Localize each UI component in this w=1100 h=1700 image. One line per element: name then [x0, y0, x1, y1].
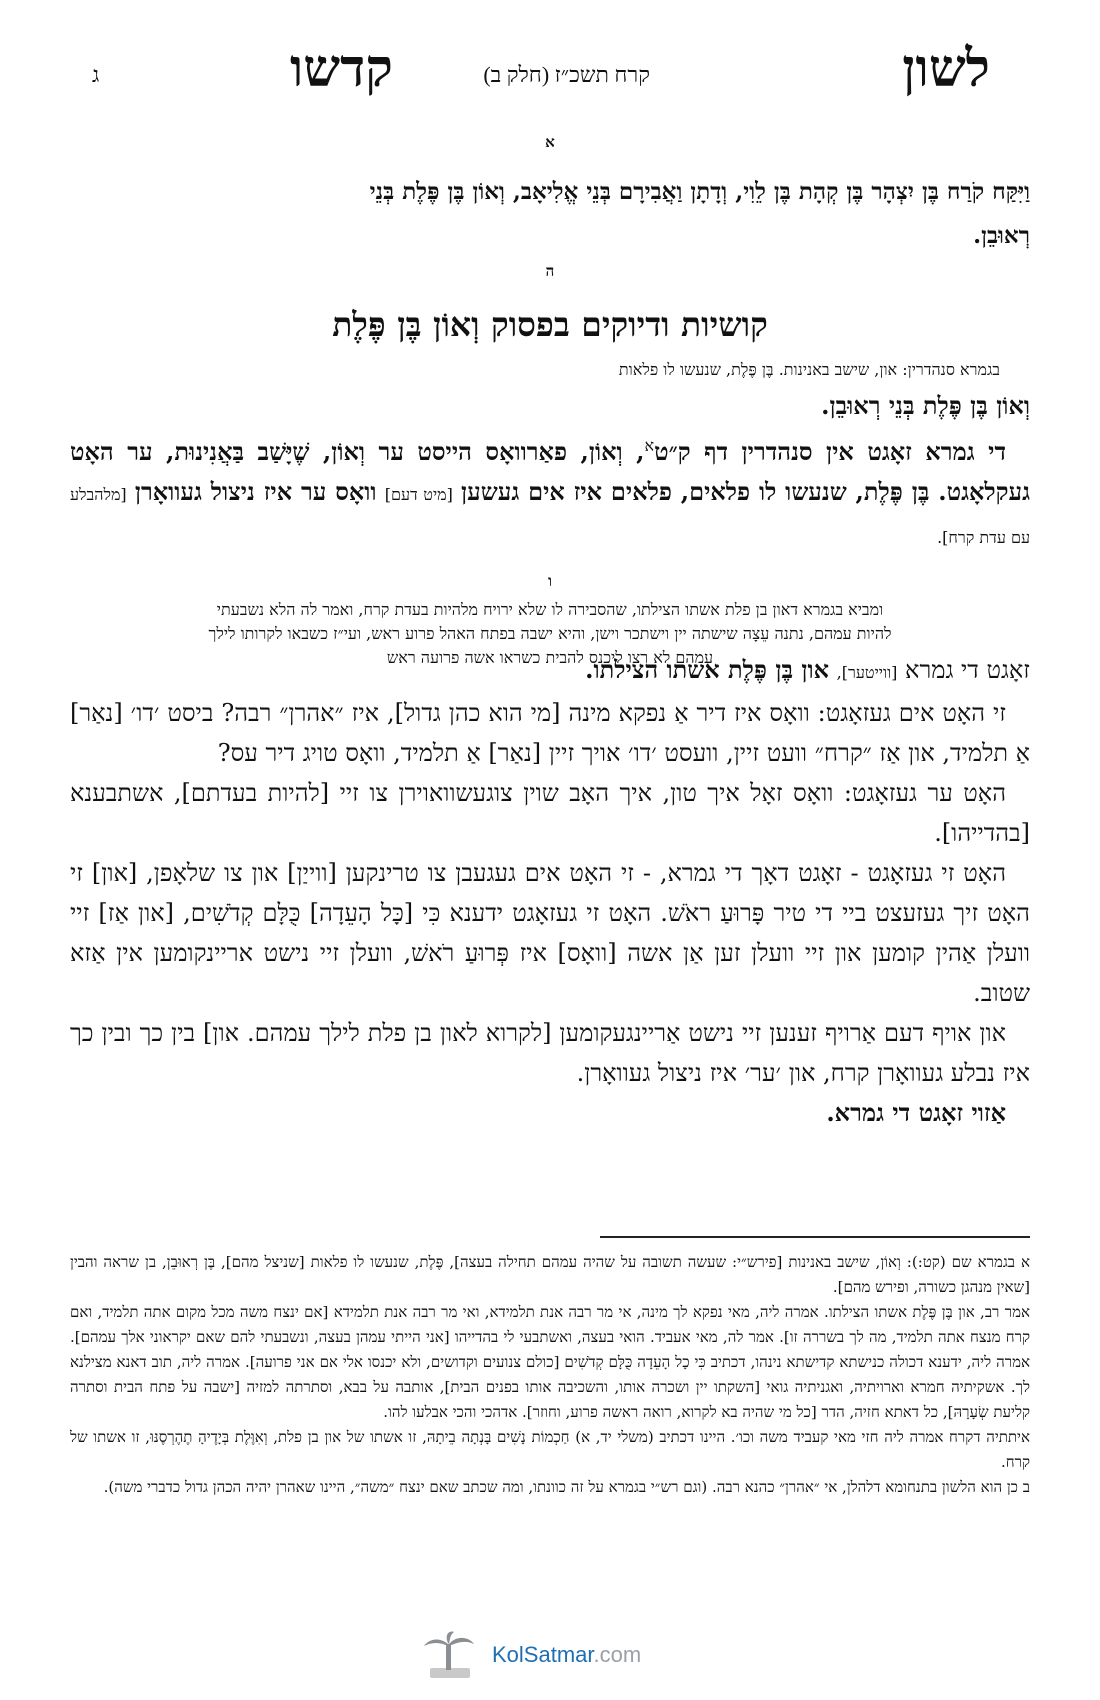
paragraph-q4: האָט זי געזאָגט - זאָגט דאָך די גמרא, - זי האָט אים געגעבן צו טרינקען [ווייַן] און צו שלאָפן, [און] זי האָט זיך געזעצט ביי די טיר פָּרוּעַ ראֹשׁ. האָט זי געזאָגט ידענא כִּי [כָּל הָעֵדָה] כֻּלָּם קְדֹשִׁים, [און אַז] זיי וועלן אַהין קומען און זיי וועלן זען אַן אשה [וואָס] איז פְּרוּעַ רֹאשׁ, וועלן זיי נישט אריינקומען אין אַזא שטוב.	[70, 859, 1030, 1007]
paragraph-q1: זאָגט די גמרא [ווייטער], און בֶּן פֶּלֶת אשתו הצילתו.	[585, 655, 1030, 684]
header-title-left: קדשו	[290, 41, 393, 98]
footnotes	[70, 1250, 1030, 1500]
paragraph-q6: אַזוי זאָגט די גמרא.	[826, 1098, 1006, 1127]
footnote-bet: ב כן הוא הלשון בתנחומא דלהלן, אי ״אהרן״ כהנא רבה. (וגם רש״י בגמרא על זה כוונתו, ומה שכתב שאם ינצח ״משה״, היינו שאהרן יהיה הכהן גדול כדברי משה).	[103, 1478, 1030, 1496]
footnote-ref-alef: א	[644, 436, 655, 455]
verse-text	[70, 170, 1030, 258]
kolsatmar-logo	[420, 1630, 720, 1685]
section2-body	[70, 386, 1030, 558]
section-letter-he: ה	[545, 262, 555, 280]
logo-text: KolSatmar.com	[492, 1642, 642, 1667]
page-header	[60, 40, 1040, 110]
verse-line-1: וַיִּקַּח קֹרַח בֶּן יִצְהָר בֶּן קְהָת בֶּן לֵוִי, וְדָתָן וַאֲבִירָם בְּנֵי אֱלִיאָב, וְאוֹן בֶּן פֶּלֶת בְּנֵי	[369, 178, 1030, 205]
section3-intro: ומביא בגמרא דאון בן פלת אשתו הצילתו, שהסבירה לו שלא ירויח מלהיות בעדת קרח, ואמר לה הלא נשבעתי להיות עמהם, נתנה עֵצָה שישתה יין וישתכר וישן, והיא ישבה בפתח האהל פרוע ראש, ועי״ז כשבאו לקרותו לילך עמהם לא רצו ליכנס להבית כשראו אשה פרועה ראש	[208, 600, 892, 667]
header-parsha-info: קרח תשכ״ז (חלק ב)	[483, 62, 650, 87]
verse-quote: וְאוֹן בֶּן פֶּלֶת בְּנֵי רְאוּבֵן.	[821, 391, 1030, 420]
verse-line-2: רְאוּבֵן.	[973, 222, 1030, 249]
section-letter-vav: ו	[548, 572, 552, 590]
section-title: קושיות ודיוקים בפסוק וְאוֹן בֶּן פֶּלֶת	[332, 305, 768, 344]
paragraph-q3: האָט ער געזאָגט: וואָס זאָל איך טון, איך האָב שוין צוגעשוואוירן צו זיי [להיות בעדתם], אשתבענא [בהדייהו].	[70, 779, 1030, 847]
page-number: ג	[92, 62, 100, 87]
header-title-right: לשון	[902, 41, 990, 98]
section3-body	[70, 650, 1030, 1133]
paragraph-q2: זי האָט אים געזאָגט: וואָס איז דיר אַ נפקא מינה [מי הוא כהן גדול], איז ״אהרן״ רבה? ביסט ׳דו׳ [נאַר] אַ תלמיד, און אַז ״קרח״ וועט זיין, וועסט ׳דו׳ אויך זיין [נאַר] אַ תלמיד, וואָס טויג דיר עס?	[70, 699, 1030, 767]
footnote-alef: א בגמרא שם (קט:): וְאוֹן, שישב באנינות [פירש״י: שעשה תשובה על שהיה עמהם תחילה בעצה], פֶּלֶת, שנעשו לו פלאות [שניצל מהם], בֶּן רְאוּבֵן, בן שראה והבין [שאין מנהגן כשורה, ופירש מהם].	[70, 1253, 1030, 1296]
footnote-divider	[600, 1236, 1030, 1238]
section-subtitle: בגמרא סנהדרין: און, שישב באנינות. בֶּן פֶּלֶת, שנעשו לו פלאות	[618, 360, 1000, 379]
paragraph-q5: און אויף דעם אַרויף זענען זיי נישט אַריינגעקומען [לקרוא לאון בן פלת לילך עמהם. און] בין כך ובין כך איז נבלע געוואָרן קרח, און ׳ער׳ איז ניצול געוואָרן.	[70, 1019, 1030, 1087]
footnote-alef-cont: אמר רב, און בֶּן פֶּלֶת אשתו הצילתו. אמרה ליה, מאי נפקא לך מינה, אי מר רבה אנת תלמידא, ואי מר רבה אנת תלמידא [אם ינצח משה מכל מקום אתה תלמיד, ואם קרח מנצח אתה תלמיד, מה לך בשררה זו]. אמר לה, מאי אעביד. הואי בעצה, ואשתבעי לי בהדייהו [אני הייתי עמהן בעצה, ונשבעתי להם שאם יקראוני אלך עמהם]. אמרה ליה, ידענא דכולה כנישתא קדישתא נינהו, דכתיב כִּי כָל הָעֵדָה כֻּלָּם קְדֹשִׁים [כולם צנועים וקדושים, ולא יכנסו אלי אם אני פרועה]. אמרה ליה, תוב דאנא מצילנא לך. אשקיתיה חמרא וארויתיה, ואגניתיה גואי [השקתו יין ושכרה אותו, והשכיבה אותו בפנים הבית], אותבה על בבא, וסתרתה למזיה [ישבה על פתח הבית וסתרה קליעת שְׂעָרָהּ], כל דאתא חזיה, הדר [כל מי שהיה בא לקרוא, רואה ראשה פרוע, וחוזר]. אדהכי והכי אבלעו להו.	[70, 1303, 1030, 1421]
section-letter-alef: א	[545, 133, 555, 151]
footnote-alef-cont2: איתתיה דקרח אמרה ליה חזי מאי קעביד משה וכו׳. היינו דכתיב (משלי יד, א) חַכְמוֹת נָשִׁים בָּנְתָה בֵיתָהּ, זו אשתו של און בן פלת, וְאִוֶּלֶת בְּיָדֶיהָ תֶהֶרְסֶנּוּ, זו אשתו של קרח.	[70, 1428, 1030, 1471]
palm-tree-icon	[420, 1630, 480, 1680]
paragraph-gemara: די גמרא זאָגט אין סנהדרין דף ק״ט$^א$, וְאוֹן, פאַרוואָס הייסט ער וְאוֹן, שֶׁיָּשַׁב בַּאֲנִינוּת, ער האָט געקלאָגט. בֶּן פֶּלֶת, שנעשו לו פלאים, פלאים איז אים געשען [מיט דעם] וואָס ער איז ניצול געוואָרן [מלהבלע עם עדת קרח].	[70, 436, 1031, 547]
